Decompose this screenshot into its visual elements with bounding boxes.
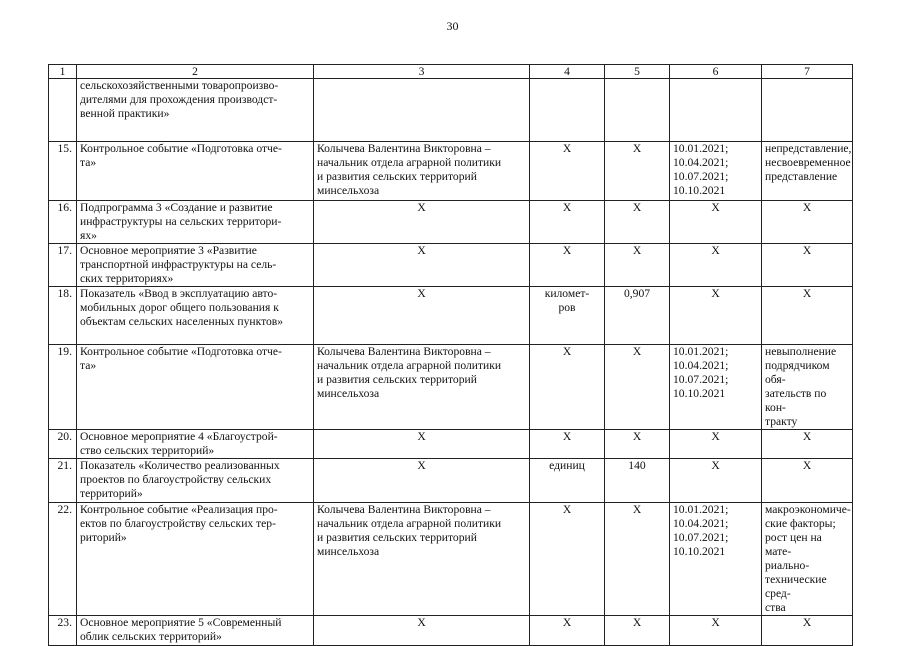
table-row xyxy=(49,287,853,345)
unit-cell: Х xyxy=(530,503,605,616)
row-number-cell: 16. xyxy=(49,201,77,244)
dates-cell: 10.01.2021; 10.04.2021; 10.07.2021; 10.10.2021 xyxy=(670,142,762,201)
risks-cell: макроэкономиче- ские факторы; рост цен на мате- риально- технические сред- ства xyxy=(762,503,853,616)
responsible-cell: Х xyxy=(314,244,530,287)
page-number: 30 xyxy=(446,19,459,33)
unit-cell: Х xyxy=(530,616,605,646)
table-row xyxy=(49,430,853,459)
risks-cell: Х xyxy=(762,201,853,244)
value-cell: Х xyxy=(605,503,670,616)
risks-cell xyxy=(762,79,853,142)
row-number-cell: 19. xyxy=(49,345,77,430)
table-row xyxy=(49,79,853,142)
dates-cell: Х xyxy=(670,430,762,459)
column-header: 7 xyxy=(762,65,853,79)
unit-cell xyxy=(530,79,605,142)
risks-cell: Х xyxy=(762,244,853,287)
dates-cell xyxy=(670,79,762,142)
responsible-cell: Колычева Валентина Викторовна – начальник отдела аграрной политики и развития сельских территорий минсельхоза xyxy=(314,345,530,430)
row-number-cell xyxy=(49,79,77,142)
activity-name-cell: сельскохозяйственными товаропроизво- дителями для прохождения производст- венной практики» xyxy=(77,79,314,142)
responsible-cell: Х xyxy=(314,287,530,345)
activity-name-cell: Контрольное событие «Подготовка отче- та» xyxy=(77,345,314,430)
row-number-cell: 18. xyxy=(49,287,77,345)
activity-name-cell: Показатель «Количество реализованных проектов по благоустройству сельских территорий» xyxy=(77,459,314,503)
unit-cell: единиц xyxy=(530,459,605,503)
column-header: 1 xyxy=(49,65,77,79)
responsible-cell: Х xyxy=(314,201,530,244)
value-cell: Х xyxy=(605,430,670,459)
unit-cell: Х xyxy=(530,345,605,430)
table-row xyxy=(49,459,853,503)
risks-cell: невыполнение подрядчиком обя- зательств по кон- тракту xyxy=(762,345,853,430)
dates-cell: 10.01.2021; 10.04.2021; 10.07.2021; 10.10.2021 xyxy=(670,503,762,616)
activity-name-cell: Основное мероприятие 4 «Благоустрой- ство сельских территорий» xyxy=(77,430,314,459)
unit-cell: Х xyxy=(530,244,605,287)
table-row xyxy=(49,244,853,287)
dates-cell: Х xyxy=(670,201,762,244)
risks-cell: Х xyxy=(762,287,853,345)
dates-cell: Х xyxy=(670,459,762,503)
responsible-cell: Х xyxy=(314,430,530,459)
dates-cell: Х xyxy=(670,244,762,287)
unit-cell: Х xyxy=(530,142,605,201)
unit-cell: километ- ров xyxy=(530,287,605,345)
column-header: 5 xyxy=(605,65,670,79)
responsible-cell xyxy=(314,79,530,142)
column-header: 3 xyxy=(314,65,530,79)
implementation-plan-table xyxy=(48,64,853,646)
row-number-cell: 20. xyxy=(49,430,77,459)
value-cell: Х xyxy=(605,142,670,201)
responsible-cell: Колычева Валентина Викторовна – начальник отдела аграрной политики и развития сельских территорий минсельхоза xyxy=(314,503,530,616)
value-cell: 0,907 xyxy=(605,287,670,345)
row-number-cell: 23. xyxy=(49,616,77,646)
value-cell: Х xyxy=(605,244,670,287)
row-number-cell: 17. xyxy=(49,244,77,287)
row-number-cell: 21. xyxy=(49,459,77,503)
risks-cell: непредставление, несвоевременное представление xyxy=(762,142,853,201)
responsible-cell: Х xyxy=(314,616,530,646)
activity-name-cell: Показатель «Ввод в эксплуатацию авто- мобильных дорог общего пользования к объектам сельских населенных пунктов» xyxy=(77,287,314,345)
row-number-cell: 15. xyxy=(49,142,77,201)
table-row xyxy=(49,616,853,646)
column-header: 4 xyxy=(530,65,605,79)
value-cell xyxy=(605,79,670,142)
dates-cell: Х xyxy=(670,287,762,345)
dates-cell: Х xyxy=(670,616,762,646)
column-number-row xyxy=(49,65,853,79)
value-cell: 140 xyxy=(605,459,670,503)
activity-name-cell: Основное мероприятие 3 «Развитие транспортной инфраструктуры на сель- ских территориях» xyxy=(77,244,314,287)
column-header: 2 xyxy=(77,65,314,79)
risks-cell: Х xyxy=(762,459,853,503)
responsible-cell: Х xyxy=(314,459,530,503)
column-header: 6 xyxy=(670,65,762,79)
unit-cell: Х xyxy=(530,430,605,459)
table-row xyxy=(49,201,853,244)
value-cell: Х xyxy=(605,345,670,430)
table-row xyxy=(49,142,853,201)
activity-name-cell: Основное мероприятие 5 «Современный облик сельских территорий» xyxy=(77,616,314,646)
activity-name-cell: Подпрограмма 3 «Создание и развитие инфраструктуры на сельских территори- ях» xyxy=(77,201,314,244)
table-row xyxy=(49,345,853,430)
activity-name-cell: Контрольное событие «Подготовка отче- та» xyxy=(77,142,314,201)
value-cell: Х xyxy=(605,201,670,244)
unit-cell: Х xyxy=(530,201,605,244)
responsible-cell: Колычева Валентина Викторовна – начальник отдела аграрной политики и развития сельских территорий минсельхоза xyxy=(314,142,530,201)
value-cell: Х xyxy=(605,616,670,646)
table-row xyxy=(49,503,853,616)
risks-cell: Х xyxy=(762,616,853,646)
row-number-cell: 22. xyxy=(49,503,77,616)
dates-cell: 10.01.2021; 10.04.2021; 10.07.2021; 10.10.2021 xyxy=(670,345,762,430)
risks-cell: Х xyxy=(762,430,853,459)
activity-name-cell: Контрольное событие «Реализация про- ектов по благоустройству сельских тер- риторий» xyxy=(77,503,314,616)
